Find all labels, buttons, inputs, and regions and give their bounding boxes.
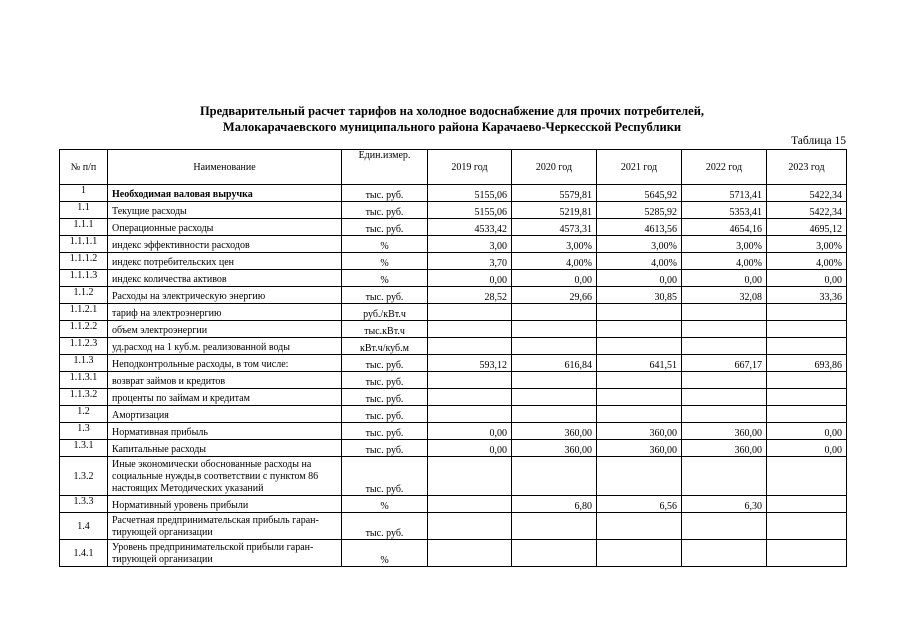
row-unit: руб./кВт.ч (342, 304, 428, 321)
row-name: уд.расход на 1 куб.м. реализованной воды (108, 338, 342, 355)
row-value: 4613,56 (597, 219, 682, 236)
row-unit: тыс. руб. (342, 457, 428, 496)
row-name: Иные экономически обоснованные расходы на социальные нужды,в соответствии с пунктом 86 настоящих Методических указаний (108, 457, 342, 496)
row-value: 5579,81 (512, 185, 597, 202)
row-unit: % (342, 496, 428, 513)
row-name: Расходы на электрическую энергию (108, 287, 342, 304)
table-row (60, 496, 847, 513)
row-value: 30,85 (597, 287, 682, 304)
row-value (512, 457, 597, 496)
row-value (682, 457, 767, 496)
row-number: 1 (60, 185, 108, 202)
row-value (597, 389, 682, 406)
row-value: 360,00 (597, 423, 682, 440)
row-unit: тыс. руб. (342, 406, 428, 423)
row-value: 360,00 (682, 423, 767, 440)
table-body (60, 185, 847, 567)
row-value (428, 321, 512, 338)
row-value (428, 513, 512, 540)
row-name: Необходимая валовая выручка (108, 185, 342, 202)
table-row (60, 287, 847, 304)
row-name: Нормативный уровень прибыли (108, 496, 342, 513)
row-number: 1.1.1.2 (60, 253, 108, 270)
row-value (428, 304, 512, 321)
row-unit: кВт.ч/куб.м (342, 338, 428, 355)
row-number: 1.1.3 (60, 355, 108, 372)
row-value: 0,00 (428, 270, 512, 287)
table-row (60, 513, 847, 540)
row-value (512, 513, 597, 540)
row-value: 5353,41 (682, 202, 767, 219)
row-name: индекс потребительских цен (108, 253, 342, 270)
row-unit: тыс. руб. (342, 423, 428, 440)
row-value (597, 513, 682, 540)
row-value (767, 321, 847, 338)
row-value: 28,52 (428, 287, 512, 304)
row-value: 616,84 (512, 355, 597, 372)
row-number: 1.3.1 (60, 440, 108, 457)
row-value: 4,00% (512, 253, 597, 270)
header-year-2022: 2022 год (682, 150, 767, 185)
title-line-1: Предварительный расчет тарифов на холодное водоснабжение для прочих потребителей, (199, 104, 705, 118)
row-value: 5155,06 (428, 185, 512, 202)
row-value (767, 372, 847, 389)
row-value (597, 372, 682, 389)
row-value (512, 338, 597, 355)
row-unit: тыс. руб. (342, 372, 428, 389)
row-value (428, 338, 512, 355)
row-value (767, 496, 847, 513)
row-name: Капитальные расходы (108, 440, 342, 457)
row-value: 4695,12 (767, 219, 847, 236)
row-value (512, 540, 597, 567)
row-value: 3,00% (682, 236, 767, 253)
row-value (512, 389, 597, 406)
row-value (767, 389, 847, 406)
row-value (512, 406, 597, 423)
row-value (512, 304, 597, 321)
row-value: 4,00% (767, 253, 847, 270)
row-value (597, 338, 682, 355)
row-unit: тыс. руб. (342, 287, 428, 304)
table-label: Таблица 15 (791, 135, 846, 147)
row-value: 641,51 (597, 355, 682, 372)
row-value: 5645,92 (597, 185, 682, 202)
row-number: 1.1.3.1 (60, 372, 108, 389)
row-number: 1.1.2.1 (60, 304, 108, 321)
row-number: 1.1.1.3 (60, 270, 108, 287)
row-number: 1.1.2.2 (60, 321, 108, 338)
row-name: индекс количества активов (108, 270, 342, 287)
row-value: 33,36 (767, 287, 847, 304)
table-row (60, 440, 847, 457)
row-value: 3,00 (428, 236, 512, 253)
row-value (597, 540, 682, 567)
row-unit: тыс.кВт.ч (342, 321, 428, 338)
table-row (60, 219, 847, 236)
row-name: Нормативная прибыль (108, 423, 342, 440)
row-value: 5422,34 (767, 185, 847, 202)
row-value (428, 389, 512, 406)
document-title (0, 103, 904, 135)
table-row (60, 253, 847, 270)
row-name: Текущие расходы (108, 202, 342, 219)
row-value (767, 457, 847, 496)
row-number: 1.4 (60, 513, 108, 540)
table-row (60, 406, 847, 423)
row-value: 5422,34 (767, 202, 847, 219)
row-name: индекс эффективности расходов (108, 236, 342, 253)
table-row (60, 457, 847, 496)
row-value (682, 338, 767, 355)
header-year-2020: 2020 год (512, 150, 597, 185)
row-value: 0,00 (512, 270, 597, 287)
row-value: 360,00 (512, 423, 597, 440)
row-value (682, 406, 767, 423)
row-name: Операционные расходы (108, 219, 342, 236)
row-unit: % (342, 540, 428, 567)
table-row (60, 540, 847, 567)
row-value: 693,86 (767, 355, 847, 372)
row-value: 32,08 (682, 287, 767, 304)
row-number: 1.3.3 (60, 496, 108, 513)
row-value: 0,00 (767, 440, 847, 457)
row-number: 1.1.2 (60, 287, 108, 304)
header-unit: Един.измер. (342, 150, 428, 185)
row-number: 1.4.1 (60, 540, 108, 567)
header-year-2023: 2023 год (767, 150, 847, 185)
row-value: 0,00 (428, 423, 512, 440)
row-value: 360,00 (682, 440, 767, 457)
row-value: 4573,31 (512, 219, 597, 236)
row-value: 0,00 (767, 423, 847, 440)
row-value (428, 372, 512, 389)
row-value: 5155,06 (428, 202, 512, 219)
row-value: 6,56 (597, 496, 682, 513)
tariff-table (59, 149, 847, 567)
row-value: 3,00% (767, 236, 847, 253)
row-unit: тыс. руб. (342, 185, 428, 202)
row-value (767, 338, 847, 355)
header-name: Наименование (108, 150, 342, 185)
row-value (428, 406, 512, 423)
row-name: Амортизация (108, 406, 342, 423)
row-value (682, 321, 767, 338)
row-value: 6,30 (682, 496, 767, 513)
row-value: 0,00 (767, 270, 847, 287)
row-value: 667,17 (682, 355, 767, 372)
table-row (60, 423, 847, 440)
row-value: 4,00% (682, 253, 767, 270)
table-row (60, 372, 847, 389)
row-value (682, 513, 767, 540)
table-header-row (60, 150, 847, 185)
row-value: 0,00 (597, 270, 682, 287)
row-unit: тыс. руб. (342, 219, 428, 236)
table-row (60, 389, 847, 406)
row-value: 5219,81 (512, 202, 597, 219)
row-value: 0,00 (428, 440, 512, 457)
table-row (60, 355, 847, 372)
table-row (60, 304, 847, 321)
row-name: тариф на электроэнергию (108, 304, 342, 321)
row-value (682, 372, 767, 389)
row-value: 360,00 (512, 440, 597, 457)
row-name: возврат займов и кредитов (108, 372, 342, 389)
row-value (767, 304, 847, 321)
row-value (428, 540, 512, 567)
row-number: 1.1.1 (60, 219, 108, 236)
row-unit: % (342, 253, 428, 270)
row-value (597, 304, 682, 321)
header-year-2019: 2019 год (428, 150, 512, 185)
row-value: 3,00% (512, 236, 597, 253)
row-name: Расчетная предпринимательская прибыль гаран-тирующей организации (108, 513, 342, 540)
row-value (512, 321, 597, 338)
row-unit: тыс. руб. (342, 202, 428, 219)
row-name: Неподконтрольные расходы, в том числе: (108, 355, 342, 372)
table-row (60, 202, 847, 219)
row-value: 3,00% (597, 236, 682, 253)
row-number: 1.3.2 (60, 457, 108, 496)
row-value (682, 304, 767, 321)
row-unit: тыс. руб. (342, 389, 428, 406)
row-number: 1.1.2.3 (60, 338, 108, 355)
row-name: Уровень предпринимательской прибыли гаран-тирующей организации (108, 540, 342, 567)
row-value: 6,80 (512, 496, 597, 513)
row-value (512, 372, 597, 389)
table-row (60, 321, 847, 338)
table-row (60, 236, 847, 253)
row-value (767, 540, 847, 567)
header-num: № п/п (60, 150, 108, 185)
row-value: 29,66 (512, 287, 597, 304)
row-name: объем электроэнергии (108, 321, 342, 338)
row-value (682, 540, 767, 567)
row-value: 4,00% (597, 253, 682, 270)
row-value (428, 457, 512, 496)
row-value (767, 513, 847, 540)
row-value: 5285,92 (597, 202, 682, 219)
row-value (767, 406, 847, 423)
row-value (682, 389, 767, 406)
row-value (597, 406, 682, 423)
row-value (597, 457, 682, 496)
table-row (60, 185, 847, 202)
row-value (597, 321, 682, 338)
row-number: 1.3 (60, 423, 108, 440)
row-unit: % (342, 270, 428, 287)
row-value: 5713,41 (682, 185, 767, 202)
title-line-2: Малокарачаевского муниципального района Карачаево-Черкесской Республики (222, 120, 682, 134)
row-value: 360,00 (597, 440, 682, 457)
row-unit: % (342, 236, 428, 253)
row-number: 1.1.1.1 (60, 236, 108, 253)
header-year-2021: 2021 год (597, 150, 682, 185)
row-value: 593,12 (428, 355, 512, 372)
table-row (60, 338, 847, 355)
row-value: 3,70 (428, 253, 512, 270)
row-value: 4654,16 (682, 219, 767, 236)
row-value: 4533,42 (428, 219, 512, 236)
row-value (428, 496, 512, 513)
row-unit: тыс. руб. (342, 355, 428, 372)
row-number: 1.1.3.2 (60, 389, 108, 406)
row-unit: тыс. руб. (342, 513, 428, 540)
row-name: проценты по займам и кредитам (108, 389, 342, 406)
row-number: 1.2 (60, 406, 108, 423)
table-row (60, 270, 847, 287)
row-unit: тыс. руб. (342, 440, 428, 457)
row-number: 1.1 (60, 202, 108, 219)
row-value: 0,00 (682, 270, 767, 287)
